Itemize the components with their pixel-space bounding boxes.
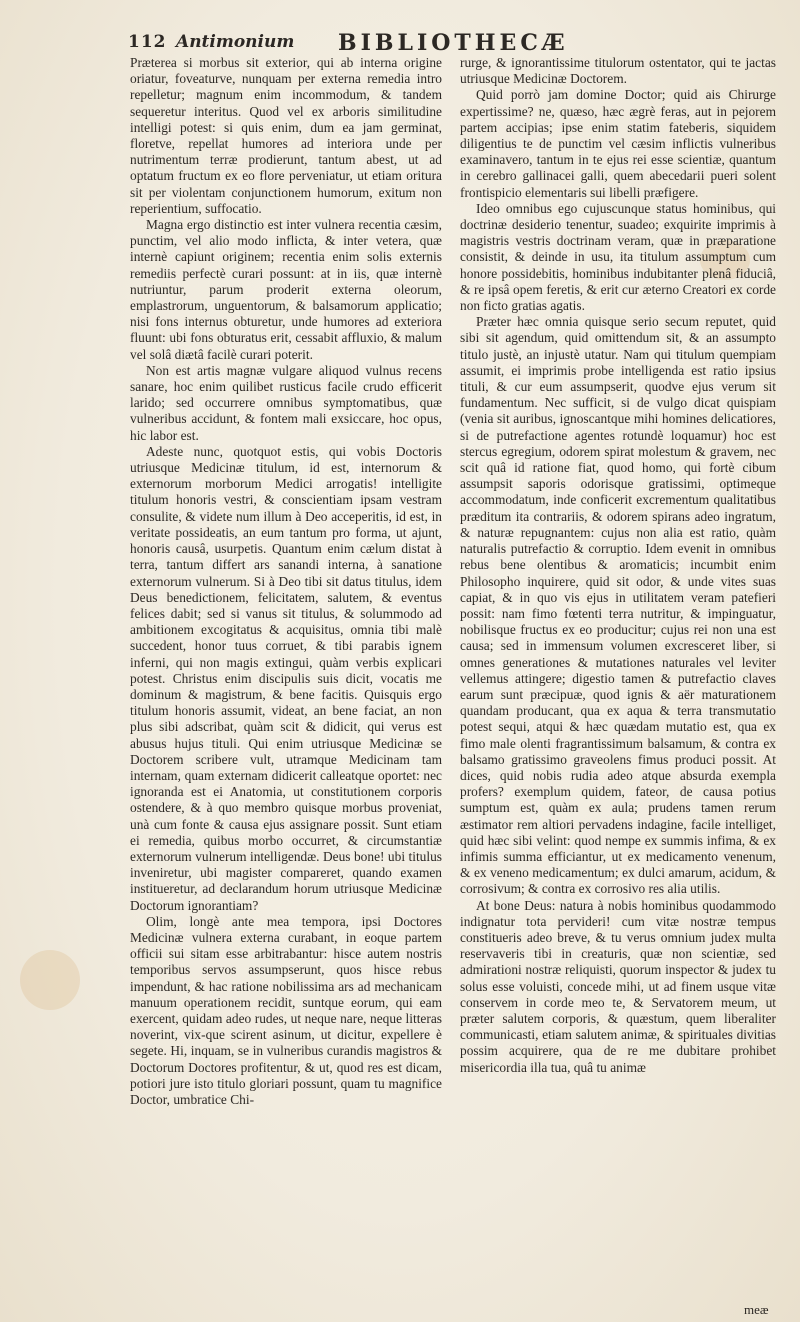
paragraph: Ideo omnibus ego cujuscunque status hominibus, qui doctrinæ desiderio tenentur, suadeo; exquirite imprimis à magistris vestris doctrinam veram, quæ in præparatione consistit, & deinde in usu, ita titulum assumptum cum honore possidebitis, hominibus indubitanter plenâ fiduciâ, & re ipsâ opem feretis, & erit cur æterno Creatori ex corde non ficto gratias agatis. <box>460 200 776 314</box>
paper-stain <box>20 950 80 1010</box>
paragraph: Præterea si morbus sit exterior, qui ab interna origine oriatur, foveaturve, nunquam per externa remedia intro repelletur; magnum enim incommodum, & tandem sequeretur interitus. Quod vel ex arboris similitudine intelligi potest: si quis enim, dum ea jam germinat, floretve, repellat humores ad interiora unde per nutrimentum terræ prodierunt, tantum abest, ut ad optatum fructum ex eo flore perveniatur, ut etiam oritura sit per violentam conjunctionem humorum, exitum non reperientium, suffocatio. <box>130 55 442 216</box>
catchword: meæ <box>744 1302 769 1317</box>
paragraph: rurge, & ignorantissime titulorum ostentator, qui te jactas utriusque Medicinæ Doctorem. <box>460 55 776 87</box>
left-column <box>130 55 442 1108</box>
paragraph: At bone Deus: natura à nobis hominibus quodammodo indignatur tota pervideri! cum vitæ nostræ tempus constitueris adeo breve, & tu verus omnium judex multa reservaveris tibi in creaturis, quæ non scientiæ, sed admirationi nostræ reliquisti, quorum inspector & judex tu solus esse voluisti, concede mihi, ut ad finem usque vitæ conservem in corde meo te, & Servatorem meum, ut præter salutem corporis, & quæstum, quem liberaliter communicasti, etiam salutem animæ, & spirituales divitias possim acquirere, qua de re me dubitare prohibet misericordia illa tua, quâ tu animæ <box>460 897 776 1075</box>
right-column <box>460 55 776 1076</box>
paragraph: Præter hæc omnia quisque serio secum reputet, quid sibi sit agendum, quid omittendum sit, & an assumpto titulo justè, an injustè utatur. Nam qui titulum quempiam assumit, ei imprimis probe intelligenda est ratio ipsius tituli, & cur eum assumpserit, quodve ejus verum sit fundamentum. Nec sufficit, si de vulgo dicat quispiam (venia sit auribus, ignoscantque mihi homines delicatiores, si de putrefactione agentes rotundè loquamur) hoc est stercus egregium, odorem spirat molestum & gravem, nec scit quâ id ratione fiat, quod homo, qui fortè cibum assumpsit saporis odorisque gratissimi, optimeque accommodatum, inde conficerit excrementum qualitatibus præditum ita contrariis, & odorem spirans adeo ingratum, & naturæ repugnantem: cujus non alia est ratio, quàm naturalis putrefactio & corruptio. Idem evenit in omnibus rebus bene olentibus & aromaticis; incumbit enim Philosopho inquirere, quid sit odor, & unde vites suas capiat, & in quo vis ejus in utilitatem veram patefieri possit: nam fimo fœtenti terra nutritur, & impinguatur, nobilisque fructus ex eo producitur; cujus rei non una est causa; sed in immensum volumen excresceret liber, si omnes generationes & mutationes naturales vel leviter vellemus attingere; digestio tamen & putrefactio claves earum sunt præcipuæ, quod ignis & aër maturationem quandam producant, qua ex aqua & terra transmutatio potest sequi, atqui & hæc quædam mutatio est, qua ex fimo male olenti fragrantissimum balsamum, & contra ex balsamo gratissimo graveolens fimus produci possit. At dices, quid nobis rudia adeo atque absurda exempla profers? exemplum quidem, fateor, de causa potius sumptum est, quàm ex aula; prudens tamen rerum æstimator rem altiori pervadens indagine, facile intelliget, quid hæc sibi velint: quod nempe ex summis infima, & ex infimis summa efficiantur, ut ex medicamento venenum, & ex veneno medicamentum; ex dulci amarum, acidum, & corrosivum; & contra ex corrosivo res alia utilis. <box>460 314 776 897</box>
page-number: 112 <box>128 32 167 52</box>
running-title: BIBLIOTHECÆ <box>338 30 569 56</box>
paragraph: Quid porrò jam domine Doctor; quid ais Chirurge expertissime? ne, quæso, hæc ægrè feras, aut in pejorem partem accipias; ipse enim statim fateberis, siquidem diligentius te de punctim vel cæsim inflictis vulneribus examinavero, tantum in te ejus rei esse scientiæ, quantum in cerebro gallinacei galli, quem abecedarii pueri solent frontispicio elementaris sui libelli præfigere. <box>460 87 776 200</box>
paragraph: Olim, longè ante mea tempora, ipsi Doctores Medicinæ vulnera externa curabant, in eoque partem officii sui sitam esse arbitrabantur: hisce autem nostris temporibus servos assumpserunt, quos hisce rebus impendunt, & hac ratione nobilissima ars ad mechanicam manuum operationem recidit, suntque eorum, qui eam exercent, quidam adeo rudes, ut neque nare, neque litteras noverint, vix-que scirent asinum, ut dicitur, expellere è segete. Hi, inquam, se in vulneribus curandis magistros & Doctorum Doctores profitentur, & ut, quod res est dicam, potiori jure isto titulo gloriari possunt, quam tu magnifice Doctor, umbratice Chi- <box>130 913 442 1107</box>
paragraph: Magna ergo distinctio est inter vulnera recentia cæsim, punctim, vel alio modo inflicta, & inter vetera, quæ internè capiunt originem; recentia enim solis externis remediis perfectè curari possunt: at in iis, quæ internè nutriuntur, parum proderit externa oleorum, emplastrorum, unguentorum, & balsamorum applicatio; nisi fons internus obturetur, unde humores ad exteriora fluunt: ubi fons obturatus erit, cessabit affluxio, & malum vel solâ diætâ facilè curari poterit. <box>130 217 442 362</box>
paragraph: Non est artis magnæ vulgare aliquod vulnus recens sanare, hoc enim quilibet rusticus facile crudo efficerit larido; sed occurrere omnibus symptomatibus, quæ vulneribus accidunt, & fontem mali exsiccare, hoc opus, hic labor est. <box>130 362 442 443</box>
page-header <box>128 30 778 56</box>
section-title: Antimonium <box>176 32 295 52</box>
paragraph: Adeste nunc, quotquot estis, qui vobis Doctoris utriusque Medicinæ titulum, id est, internorum & externorum morborum Medici arrogatis! intelligite titulum honoris vestri, & conscientiam ipsam vestram consulite, & videte num illum à Deo acceperitis, id est, in veritate possideatis, an eum tantum pro forma, ut ajunt, honoris causâ, usurpetis. Quantum enim cælum distat à terra, tantum differt ars sanandi interna, à sanatione externorum vulnerum. Si à Deo tibi sit datus titulus, idem Deus benedictionem, felicitatem, salutem, & eventus felices dabit; sed si vanus sit titulus, & solummodo ad ambitionem excogitatus & acquisitus, omnia tibi malè succedent, honor tuus corruet, & tibi parabis ignem inferni, qui non magis extingui, quàm verbis explicari potest. Christus enim discipulis suis dicit, vocatis me dominum & magistrum, & bene facitis. Quisquis ergo titulum honoris assumit, videat, an bene faciat, an non plus sibi adscribat, quàm scit & didicit, qui verus est abusus hujus tituli. Qui enim utriusque Medicinæ se Doctorem scribere vult, utramque Medicinam tam internam, quam externam didicerit calleatque oportet: nec ignoranda est ei Anatomia, ut constitutionem corporis ostendere, & à quo membro quisque morbus proveniat, unà cum fonte & causa ejus assignare possit. Sunt etiam ei remedia, quibus morbo occurret, & circumstantiæ externorum vulnerum intelligendæ. Deus bone! ubi titulus inveniretur, ubi magister compareret, quando examen institueretur, ad declarandum horum utriusque Medicinæ Doctorum ignorantiam? <box>130 443 442 913</box>
